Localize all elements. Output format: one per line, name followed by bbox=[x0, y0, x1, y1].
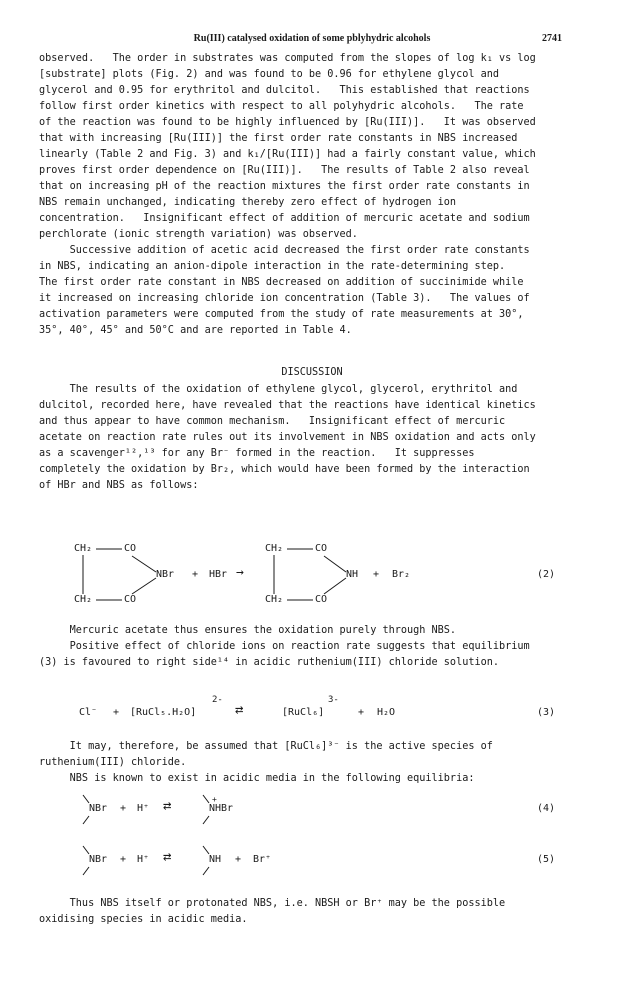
text-line: glycerol and 0.95 for erythritol and dulcitol. This established that reactions bbox=[39, 85, 530, 96]
charge-label: 3- bbox=[328, 695, 339, 705]
text-line: as a scavenger¹²,¹³ for any Br⁻ formed in the reaction. It suppresses bbox=[39, 448, 475, 459]
text-line: and thus appear to have common mechanism. Insignificant effect of mercuric bbox=[39, 416, 506, 427]
plus-sign: + bbox=[113, 707, 120, 718]
text-line: The first order rate constant in NBS decreased on addition of succinimide while bbox=[39, 277, 524, 288]
ch2-label: CH₂ bbox=[74, 543, 93, 554]
text-line: NBS remain unchanged, indicating thereby zero effect of hydrogen ion bbox=[39, 197, 457, 208]
nh-label: NH bbox=[209, 854, 222, 865]
br2-label: Br₂ bbox=[392, 569, 411, 580]
equilibrium-arrow: ⇄ bbox=[163, 849, 172, 865]
text-line: that with increasing [Ru(III)] the first order rate constants in NBS increased bbox=[39, 133, 518, 144]
text-line: activation parameters were computed from the study of rate measurements at 30°, bbox=[39, 309, 524, 320]
co-label: CO bbox=[124, 594, 137, 605]
equation-number: (2) bbox=[537, 569, 556, 580]
hbr-label: HBr bbox=[209, 569, 228, 580]
text-line: NBS is known to exist in acidic media in the following equilibria: bbox=[39, 773, 475, 784]
equation-number: (4) bbox=[537, 803, 556, 814]
text-line: that on increasing pH of the reaction mixtures the first order rate constants in bbox=[39, 181, 530, 192]
text-line: proves first order dependence on [Ru(III)]. The results of Table 2 also reveal bbox=[39, 165, 530, 176]
chloride-ion: Cl⁻ bbox=[79, 707, 98, 718]
equilibrium-arrow: ⇄ bbox=[163, 798, 172, 814]
equation-number: (3) bbox=[537, 707, 556, 718]
text-line: it increased on increasing chloride ion concentration (Table 3). The values of bbox=[39, 293, 530, 304]
water-label: H₂O bbox=[377, 707, 396, 718]
ruthenium-complex: [RuCl₅.H₂O] bbox=[130, 707, 197, 718]
text-line: follow first order kinetics with respect to all polyhydric alcohols. The rate bbox=[39, 101, 524, 112]
text-line: concentration. Insignificant effect of addition of mercuric acetate and sodium bbox=[39, 213, 530, 224]
section-heading: DISCUSSION bbox=[281, 367, 343, 378]
ch2-label: CH₂ bbox=[74, 594, 93, 605]
plus-sign: + bbox=[120, 803, 127, 814]
plus-sign: + bbox=[192, 569, 199, 580]
charge-label: 2- bbox=[212, 695, 223, 705]
co-label: CO bbox=[315, 543, 328, 554]
nbr-label: NBr bbox=[156, 569, 175, 580]
text-line: of the reaction was found to be highly influenced by [Ru(III)]. It was observed bbox=[39, 117, 536, 128]
text-line: Thus NBS itself or protonated NBS, i.e. NBSH or Br⁺ may be the possible bbox=[39, 898, 506, 909]
text-line: perchlorate (ionic strength variation) was observed. bbox=[39, 229, 358, 240]
ruthenium-complex: [RuCl₆] bbox=[282, 707, 325, 718]
text-line: in NBS, indicating an anion-dipole interaction in the rate-determining step. bbox=[39, 261, 506, 272]
equation-number: (5) bbox=[537, 854, 556, 865]
text-line: [substrate] plots (Fig. 2) and was found to be 0.96 for ethylene glycol and bbox=[39, 69, 500, 80]
plus-sign: + bbox=[235, 854, 242, 865]
nbr-label: NBr bbox=[89, 854, 108, 865]
proton-label: H⁺ bbox=[137, 803, 150, 814]
nh-label: NH bbox=[346, 569, 359, 580]
proton-label: H⁺ bbox=[137, 854, 150, 865]
text-line: It may, therefore, be assumed that [RuCl₆]³⁻ is the active species of bbox=[39, 741, 493, 752]
text-line: dulcitol, recorded here, have revealed that the reactions have identical kinetics bbox=[39, 400, 536, 411]
co-label: CO bbox=[124, 543, 137, 554]
text-line: linearly (Table 2 and Fig. 3) and k₁/[Ru(III)] had a fairly constant value, which bbox=[39, 149, 536, 160]
text-line: Mercuric acetate thus ensures the oxidation purely through NBS. bbox=[39, 625, 457, 636]
text-line: The results of the oxidation of ethylene glycol, glycerol, erythritol and bbox=[39, 384, 518, 395]
nhbr-label: NHBr bbox=[209, 803, 234, 814]
text-line: Positive effect of chloride ions on reaction rate suggests that equilibrium bbox=[39, 641, 530, 652]
text-line: 35°, 40°, 45° and 50°C and are reported in Table 4. bbox=[39, 325, 352, 336]
plus-sign: + bbox=[120, 854, 127, 865]
ch2-label: CH₂ bbox=[265, 543, 284, 554]
text-line: completely the oxidation by Br₂, which would have been formed by the interaction bbox=[39, 464, 530, 475]
charge-label: + bbox=[212, 795, 217, 804]
bromonium-label: Br⁺ bbox=[253, 854, 272, 865]
text-line: acetate on reaction rate rules out its involvement in NBS oxidation and acts only bbox=[39, 432, 536, 443]
text-line: of HBr and NBS as follows: bbox=[39, 480, 199, 491]
plus-sign: + bbox=[373, 569, 380, 580]
nbr-label: NBr bbox=[89, 803, 108, 814]
text-line: (3) is favoured to right side¹⁴ in acidic ruthenium(III) chloride solution. bbox=[39, 657, 500, 668]
reaction-arrow: → bbox=[236, 565, 244, 580]
plus-sign: + bbox=[358, 707, 365, 718]
ch2-label: CH₂ bbox=[265, 594, 284, 605]
text-line: ruthenium(III) chloride. bbox=[39, 757, 187, 768]
equilibrium-arrow: ⇄ bbox=[235, 702, 244, 718]
text-line: Successive addition of acetic acid decreased the first order rate constants bbox=[39, 245, 530, 256]
page-number: 2741 bbox=[542, 33, 562, 44]
co-label: CO bbox=[315, 594, 328, 605]
text-line: observed. The order in substrates was computed from the slopes of log k₁ vs log bbox=[39, 53, 536, 64]
running-title: Ru(III) catalysed oxidation of some pblyhydric alcohols bbox=[193, 33, 431, 44]
text-line: oxidising species in acidic media. bbox=[39, 914, 248, 925]
